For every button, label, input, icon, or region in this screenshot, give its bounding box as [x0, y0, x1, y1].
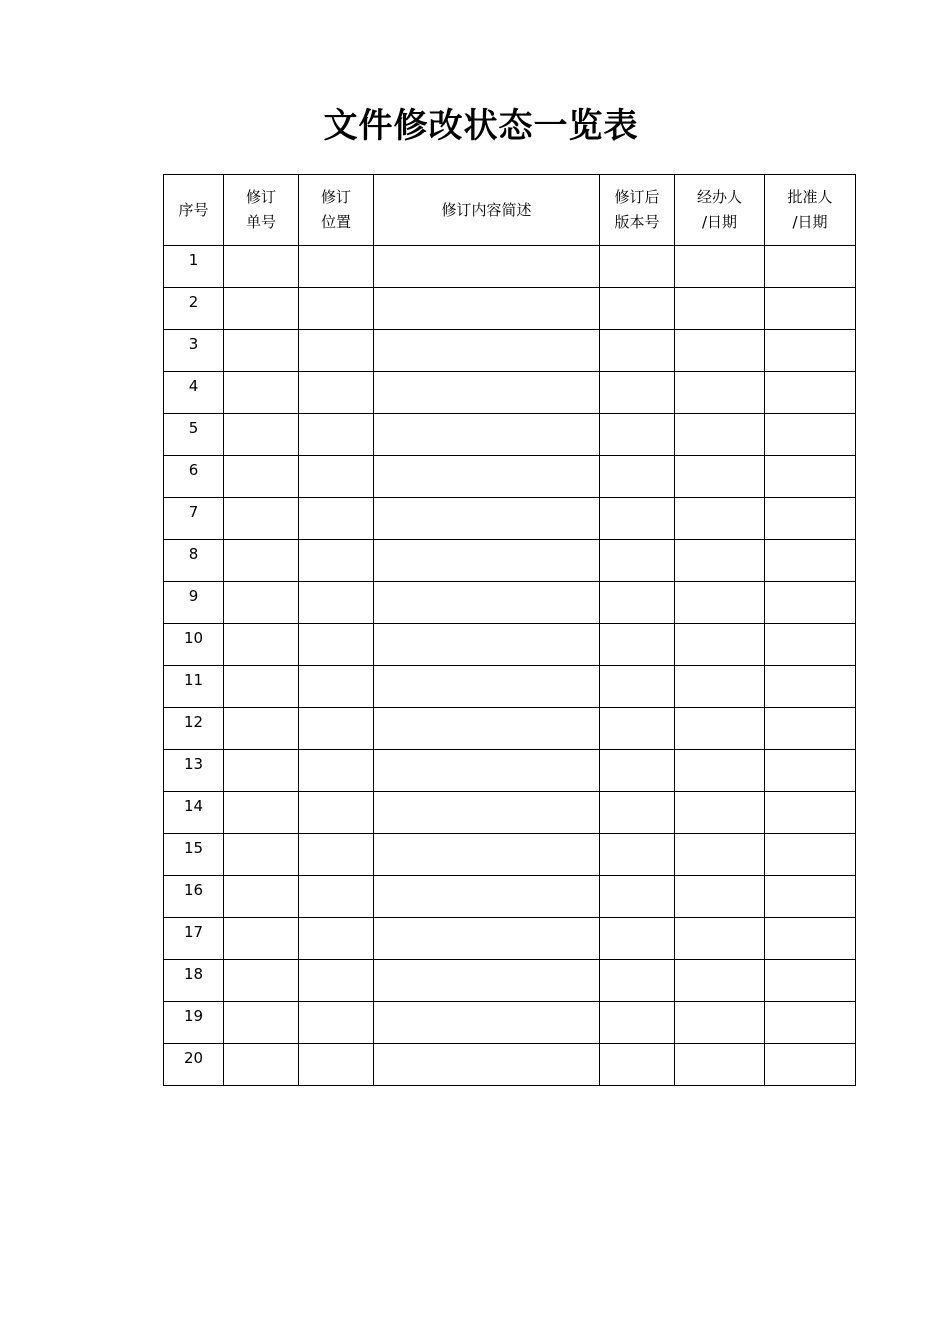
column-header-text: 经办人: [696, 188, 742, 206]
table-row: [164, 624, 856, 666]
cell-rev-no: [224, 330, 299, 372]
cell-rev-no: [224, 498, 299, 540]
column-header-seq: [164, 175, 224, 246]
cell-rev-description: [374, 414, 600, 456]
column-header-rev-description: [374, 175, 600, 246]
cell-handler-date: [675, 540, 765, 582]
table-row: [164, 792, 856, 834]
cell-rev-no: [224, 708, 299, 750]
cell-approver-date: [765, 666, 856, 708]
cell-rev-location: [299, 288, 374, 330]
column-header-text: 修订: [245, 188, 276, 206]
cell-rev-no: [224, 414, 299, 456]
row-number: 12: [164, 708, 224, 750]
column-header-approver-date: [765, 175, 856, 246]
cell-new-version: [600, 666, 675, 708]
cell-rev-location: [299, 708, 374, 750]
cell-rev-location: [299, 330, 374, 372]
cell-handler-date: [675, 876, 765, 918]
cell-rev-no: [224, 1044, 299, 1086]
cell-handler-date: [675, 750, 765, 792]
cell-handler-date: [675, 624, 765, 666]
column-header-text: 位置: [320, 213, 351, 231]
table-row: [164, 456, 856, 498]
cell-new-version: [600, 624, 675, 666]
cell-rev-location: [299, 414, 374, 456]
cell-rev-no: [224, 750, 299, 792]
cell-new-version: [600, 792, 675, 834]
cell-handler-date: [675, 456, 765, 498]
cell-rev-location: [299, 246, 374, 288]
cell-approver-date: [765, 288, 856, 330]
cell-new-version: [600, 1002, 675, 1044]
cell-handler-date: [675, 498, 765, 540]
cell-approver-date: [765, 750, 856, 792]
cell-rev-description: [374, 456, 600, 498]
cell-approver-date: [765, 246, 856, 288]
cell-rev-location: [299, 582, 374, 624]
row-number: 10: [164, 624, 224, 666]
row-number: 14: [164, 792, 224, 834]
cell-handler-date: [675, 792, 765, 834]
cell-rev-description: [374, 540, 600, 582]
cell-rev-no: [224, 624, 299, 666]
table-body: [164, 246, 856, 1086]
cell-rev-description: [374, 960, 600, 1002]
cell-rev-location: [299, 540, 374, 582]
row-number: 2: [164, 288, 224, 330]
cell-approver-date: [765, 834, 856, 876]
column-header-rev-no: [224, 175, 299, 246]
cell-handler-date: [675, 1044, 765, 1086]
cell-handler-date: [675, 918, 765, 960]
column-header-text: 修订内容简述: [441, 200, 532, 219]
cell-approver-date: [765, 498, 856, 540]
cell-rev-no: [224, 960, 299, 1002]
cell-handler-date: [675, 372, 765, 414]
cell-new-version: [600, 708, 675, 750]
cell-rev-location: [299, 960, 374, 1002]
cell-rev-description: [374, 288, 600, 330]
row-number: 17: [164, 918, 224, 960]
table-row: [164, 960, 856, 1002]
cell-handler-date: [675, 666, 765, 708]
cell-rev-location: [299, 834, 374, 876]
cell-rev-description: [374, 918, 600, 960]
cell-rev-no: [224, 876, 299, 918]
cell-rev-no: [224, 834, 299, 876]
table-header-row: [164, 175, 856, 246]
row-number: 1: [164, 246, 224, 288]
row-number: 9: [164, 582, 224, 624]
row-number: 4: [164, 372, 224, 414]
cell-rev-no: [224, 918, 299, 960]
table-row: [164, 540, 856, 582]
cell-new-version: [600, 372, 675, 414]
cell-rev-description: [374, 666, 600, 708]
table-row: [164, 414, 856, 456]
cell-rev-location: [299, 1044, 374, 1086]
row-number: 5: [164, 414, 224, 456]
table-row: [164, 246, 856, 288]
table-row: [164, 876, 856, 918]
table-row: [164, 750, 856, 792]
cell-new-version: [600, 246, 675, 288]
cell-rev-location: [299, 666, 374, 708]
cell-rev-location: [299, 876, 374, 918]
cell-handler-date: [675, 246, 765, 288]
cell-rev-description: [374, 246, 600, 288]
cell-rev-description: [374, 792, 600, 834]
cell-rev-description: [374, 1044, 600, 1086]
cell-rev-description: [374, 834, 600, 876]
table-row: [164, 708, 856, 750]
cell-approver-date: [765, 582, 856, 624]
document-title: 文件修改状态一览表: [323, 106, 639, 146]
cell-rev-no: [224, 792, 299, 834]
cell-approver-date: [765, 372, 856, 414]
cell-new-version: [600, 414, 675, 456]
cell-new-version: [600, 918, 675, 960]
cell-rev-no: [224, 582, 299, 624]
row-number: 20: [164, 1044, 224, 1086]
row-number: 16: [164, 876, 224, 918]
table-row: [164, 498, 856, 540]
row-number: 19: [164, 1002, 224, 1044]
cell-handler-date: [675, 288, 765, 330]
cell-handler-date: [675, 414, 765, 456]
table-row: [164, 1002, 856, 1044]
row-number: 13: [164, 750, 224, 792]
cell-new-version: [600, 960, 675, 1002]
cell-rev-no: [224, 666, 299, 708]
cell-handler-date: [675, 1002, 765, 1044]
cell-handler-date: [675, 960, 765, 1002]
cell-rev-description: [374, 498, 600, 540]
cell-rev-location: [299, 918, 374, 960]
cell-new-version: [600, 1044, 675, 1086]
cell-approver-date: [765, 708, 856, 750]
cell-rev-location: [299, 792, 374, 834]
cell-approver-date: [765, 960, 856, 1002]
table-row: [164, 1044, 856, 1086]
table-row: [164, 666, 856, 708]
cell-rev-location: [299, 1002, 374, 1044]
cell-new-version: [600, 456, 675, 498]
cell-rev-description: [374, 750, 600, 792]
cell-rev-description: [374, 330, 600, 372]
column-header-new-version: [600, 175, 675, 246]
cell-rev-no: [224, 540, 299, 582]
cell-new-version: [600, 834, 675, 876]
cell-rev-description: [374, 582, 600, 624]
column-header-text: 版本号: [614, 213, 660, 231]
column-header-text: /日期: [701, 213, 738, 231]
revision-status-table: [163, 174, 856, 1086]
cell-rev-description: [374, 624, 600, 666]
cell-rev-description: [374, 372, 600, 414]
cell-handler-date: [675, 582, 765, 624]
cell-rev-location: [299, 372, 374, 414]
cell-rev-no: [224, 456, 299, 498]
cell-approver-date: [765, 918, 856, 960]
cell-handler-date: [675, 708, 765, 750]
cell-approver-date: [765, 1044, 856, 1086]
cell-new-version: [600, 540, 675, 582]
table-row: [164, 834, 856, 876]
column-header-text: 修订: [320, 188, 351, 206]
cell-new-version: [600, 582, 675, 624]
cell-approver-date: [765, 1002, 856, 1044]
cell-rev-description: [374, 708, 600, 750]
row-number: 6: [164, 456, 224, 498]
cell-rev-no: [224, 288, 299, 330]
column-header-text: 批准人: [787, 188, 833, 206]
cell-approver-date: [765, 624, 856, 666]
column-header-text: 序号: [178, 200, 209, 219]
cell-rev-location: [299, 498, 374, 540]
row-number: 18: [164, 960, 224, 1002]
cell-handler-date: [675, 330, 765, 372]
cell-new-version: [600, 876, 675, 918]
table-row: [164, 330, 856, 372]
cell-handler-date: [675, 834, 765, 876]
cell-rev-description: [374, 1002, 600, 1044]
row-number: 15: [164, 834, 224, 876]
cell-new-version: [600, 330, 675, 372]
table-row: [164, 582, 856, 624]
cell-approver-date: [765, 330, 856, 372]
column-header-rev-location: [299, 175, 374, 246]
cell-new-version: [600, 288, 675, 330]
cell-rev-location: [299, 624, 374, 666]
cell-rev-location: [299, 456, 374, 498]
cell-rev-no: [224, 246, 299, 288]
cell-rev-no: [224, 372, 299, 414]
cell-rev-no: [224, 1002, 299, 1044]
row-number: 7: [164, 498, 224, 540]
cell-approver-date: [765, 792, 856, 834]
cell-approver-date: [765, 540, 856, 582]
row-number: 11: [164, 666, 224, 708]
table-row: [164, 288, 856, 330]
column-header-handler-date: [675, 175, 765, 246]
column-header-text: 单号: [245, 213, 276, 231]
cell-rev-location: [299, 750, 374, 792]
cell-new-version: [600, 750, 675, 792]
row-number: 3: [164, 330, 224, 372]
cell-rev-description: [374, 876, 600, 918]
cell-approver-date: [765, 456, 856, 498]
column-header-text: /日期: [792, 213, 828, 231]
cell-new-version: [600, 498, 675, 540]
cell-approver-date: [765, 414, 856, 456]
column-header-text: 修订后: [614, 188, 660, 206]
cell-approver-date: [765, 876, 856, 918]
row-number: 8: [164, 540, 224, 582]
table-row: [164, 918, 856, 960]
table-row: [164, 372, 856, 414]
